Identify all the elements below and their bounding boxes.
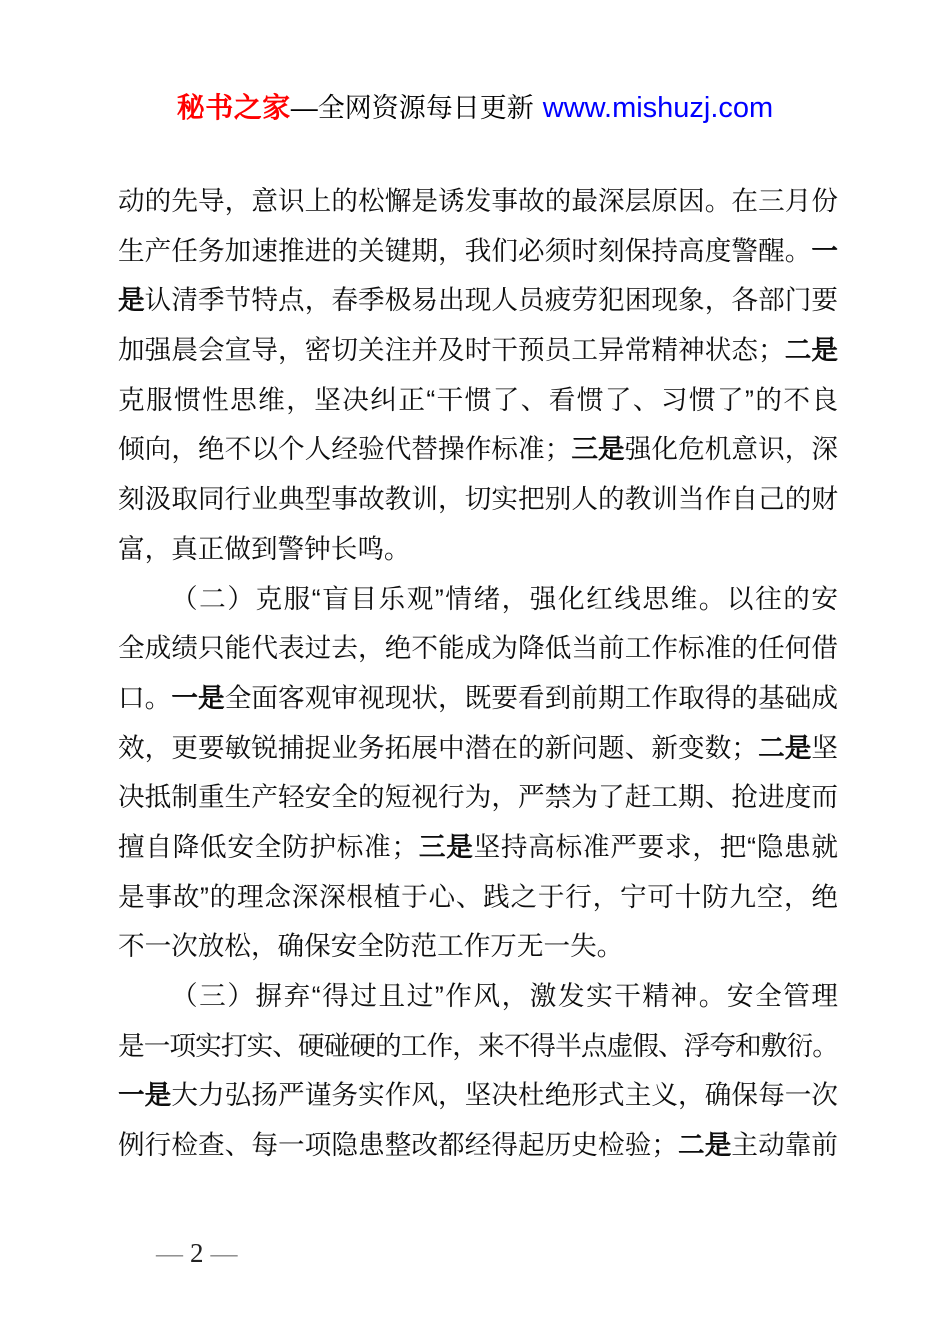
body-line: [118, 972, 838, 1022]
body-text-segment: 动的先导，意识上的松懈是诱发事故的最深层原因。在三月份: [118, 186, 838, 216]
body-line: [118, 624, 838, 674]
body-text-segment: （三）摒弃“得过且过”作风，激发实干精神。安全管理: [171, 981, 838, 1011]
body-text-segment: 擅自降低安全防护标准；: [118, 831, 419, 862]
page-header: [0, 88, 950, 133]
body-line: [118, 773, 838, 823]
body-text-segment: 口。: [118, 682, 172, 713]
body-text-segment: 效，更要敏锐捕捉业务拓展中潜在的新问题、新变数；: [118, 732, 758, 763]
emphasis-text: 一: [811, 235, 838, 266]
body-line: [118, 1022, 838, 1072]
body-text-segment: 不一次放松，确保安全防范工作万无一失。: [118, 931, 624, 962]
body-line: [118, 873, 838, 923]
page-number: [156, 1238, 238, 1269]
page-number-value: 2: [190, 1238, 204, 1268]
body-text-segment: 全面客观审视现状，既要看到前期工作取得的基础成: [224, 682, 839, 713]
body-text-segment: 是事故”的理念深深根植于心、践之于行，宁可十防九空，绝: [118, 881, 838, 912]
body-line: [118, 227, 838, 277]
emphasis-text: 二是: [677, 1130, 732, 1161]
body-text-segment: 强化危机意识，深: [624, 434, 839, 465]
body-text-segment: 生产任务加速推进的关键期，我们必须时刻保持高度警醒。: [118, 235, 812, 266]
emphasis-text: 一是: [118, 1080, 172, 1111]
body-line: [118, 674, 838, 724]
body-line: [118, 1071, 838, 1121]
emphasis-text: 一是: [171, 682, 225, 713]
body-text-segment: 主动靠前: [731, 1130, 839, 1161]
emphasis-text: 二是: [784, 335, 839, 366]
body-line: [118, 425, 838, 475]
body-text-segment: 刻汲取同行业典型事故教训，切实把别人的教训当作自己的财: [118, 484, 838, 515]
document-body: [118, 177, 838, 1171]
emphasis-text: 三是: [571, 434, 625, 465]
body-text-segment: 加强晨会宣导，密切关注并及时干预员工异常精神状态；: [118, 335, 785, 366]
body-line: [118, 922, 838, 972]
body-line: [118, 724, 838, 774]
site-tagline: —全网资源每日更新: [290, 93, 534, 123]
body-line: [118, 575, 838, 625]
body-line: [118, 177, 838, 227]
page-number-dash-left: —: [156, 1238, 183, 1268]
body-text-segment: （二）克服“盲目乐观”情绪，强化红线思维。以往的安: [171, 583, 838, 614]
body-line: [118, 475, 838, 525]
body-text-segment: 坚: [811, 732, 839, 763]
body-line: [118, 376, 838, 426]
page-number-dash-right: —: [210, 1238, 238, 1268]
body-text-segment: 坚持高标准严要求，把“隐患就: [473, 831, 839, 862]
body-text-segment: 全成绩只能代表过去，绝不能成为降低当前工作标准的任何借: [118, 633, 838, 664]
body-text-segment: 克服惯性思维，坚决纠正“干惯了、看惯了、习惯了”的不良: [118, 384, 838, 415]
emphasis-text: 二是: [758, 732, 812, 763]
site-brand: 秘书之家: [176, 92, 291, 123]
body-line: [118, 276, 838, 326]
body-line: [118, 823, 838, 873]
body-text-segment: 例行检查、每一项隐患整改都经得起历史检验；: [118, 1130, 678, 1161]
body-line: [118, 1121, 838, 1171]
site-url-link[interactable]: www.mishuzj.com: [542, 92, 774, 124]
body-text-segment: 决抵制重生产轻安全的短视行为，严禁为了赶工期、抢进度而: [118, 782, 838, 813]
emphasis-text: 三是: [418, 831, 474, 862]
body-text-segment: 富，真正做到警钟长鸣。: [118, 533, 411, 564]
body-text-segment: 倾向，绝不以个人经验代替操作标准；: [118, 434, 572, 465]
body-text-segment: 是一项实打实、硬碰硬的工作，来不得半点虚假、浮夸和敷衍。: [118, 1030, 838, 1061]
body-line: [118, 525, 838, 575]
emphasis-text: 是: [118, 285, 145, 316]
body-text-segment: 大力弘扬严谨务实作风，坚决杜绝形式主义，确保每一次: [171, 1080, 839, 1111]
body-line: [118, 326, 838, 376]
body-text-segment: 认清季节特点，春季极易出现人员疲劳犯困现象，各部门要: [144, 285, 839, 316]
